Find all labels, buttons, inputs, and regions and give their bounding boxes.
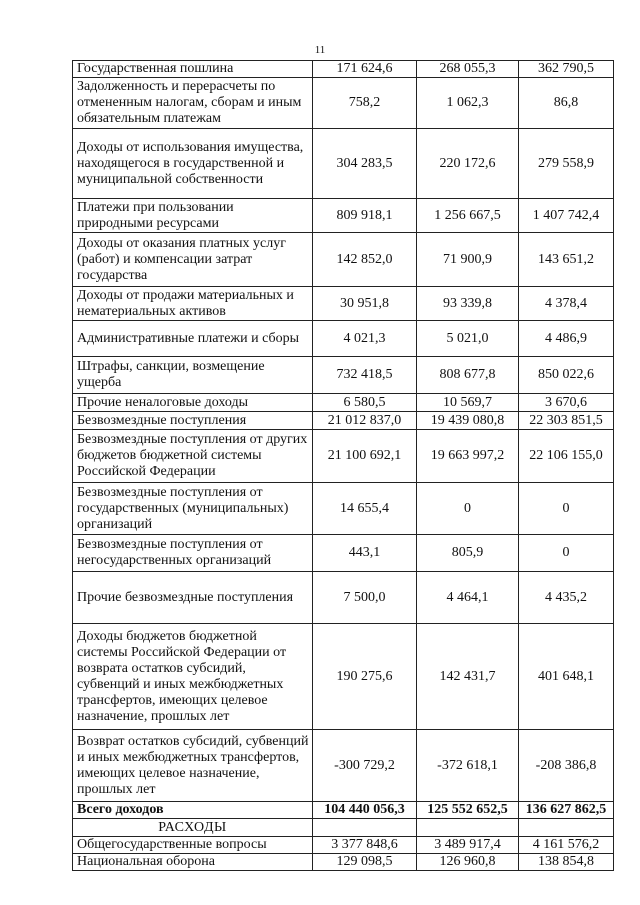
value-cell: 86,8: [519, 78, 614, 129]
value-cell: -208 386,8: [519, 730, 614, 802]
value-cell: 22 106 155,0: [519, 430, 614, 483]
value-cell: 3 377 848,6: [313, 837, 417, 854]
value-cell: 14 655,4: [313, 483, 417, 535]
table-row: [73, 357, 614, 394]
value-cell: 4 464,1: [417, 572, 519, 624]
value-cell: 401 648,1: [519, 624, 614, 730]
row-label: Платежи при пользовании природными ресурсами: [73, 199, 313, 233]
value-cell: 758,2: [313, 78, 417, 129]
value-cell: 6 580,5: [313, 394, 417, 412]
row-label: Безвозмездные поступления: [73, 412, 313, 430]
value-cell: 143 651,2: [519, 233, 614, 287]
value-cell: 0: [417, 483, 519, 535]
value-cell: 732 418,5: [313, 357, 417, 394]
row-label: Доходы от использования имущества, находящегося в государственной и муниципальной собственности: [73, 129, 313, 199]
row-label: Прочие безвозмездные поступления: [73, 572, 313, 624]
value-cell: 142 852,0: [313, 233, 417, 287]
value-cell: 19 439 080,8: [417, 412, 519, 430]
table-row: [73, 199, 614, 233]
value-cell: 220 172,6: [417, 129, 519, 199]
value-cell: 93 339,8: [417, 287, 519, 321]
table-row: [73, 430, 614, 483]
table-row: [73, 129, 614, 199]
table-row: [73, 287, 614, 321]
total-value: 104 440 056,3: [313, 802, 417, 819]
value-cell: 1 407 742,4: [519, 199, 614, 233]
row-label: Доходы бюджетов бюджетной системы Российской Федерации от возврата остатков субсидий, субвенций и иных межбюджетных трансфертов, имеющих целевое назначение, прошлых лет: [73, 624, 313, 730]
value-cell: 0: [519, 483, 614, 535]
value-cell: 443,1: [313, 535, 417, 572]
row-label: Прочие неналоговые доходы: [73, 394, 313, 412]
value-cell: 21 100 692,1: [313, 430, 417, 483]
row-label: Безвозмездные поступления от негосударственных организаций: [73, 535, 313, 572]
table-row: [73, 624, 614, 730]
value-cell: 362 790,5: [519, 61, 614, 78]
value-cell: 10 569,7: [417, 394, 519, 412]
row-label: Возврат остатков субсидий, субвенций и иных межбюджетных трансфертов, имеющих целевое назначение, прошлых лет: [73, 730, 313, 802]
value-cell: 3 489 917,4: [417, 837, 519, 854]
value-cell: 4 486,9: [519, 321, 614, 357]
value-cell: 5 021,0: [417, 321, 519, 357]
value-cell: 304 283,5: [313, 129, 417, 199]
table-row: [73, 572, 614, 624]
value-cell: 126 960,8: [417, 854, 519, 871]
row-label: Административные платежи и сборы: [73, 321, 313, 357]
value-cell: 4 378,4: [519, 287, 614, 321]
table-row: [73, 233, 614, 287]
value-cell: 4 435,2: [519, 572, 614, 624]
table-row: [73, 730, 614, 802]
value-cell: 1 062,3: [417, 78, 519, 129]
table-row: [73, 483, 614, 535]
row-label: Безвозмездные поступления от государственных (муниципальных) организаций: [73, 483, 313, 535]
total-label: Всего доходов: [73, 802, 313, 819]
value-cell: 268 055,3: [417, 61, 519, 78]
value-cell: 850 022,6: [519, 357, 614, 394]
value-cell: 4 161 576,2: [519, 837, 614, 854]
value-cell: 4 021,3: [313, 321, 417, 357]
row-label: Штрафы, санкции, возмещение ущерба: [73, 357, 313, 394]
section-row: [73, 819, 614, 837]
total-value: 136 627 862,5: [519, 802, 614, 819]
value-cell: 279 558,9: [519, 129, 614, 199]
table-row: [73, 837, 614, 854]
value-cell: 808 677,8: [417, 357, 519, 394]
value-cell: 142 431,7: [417, 624, 519, 730]
row-label: Государственная пошлина: [73, 61, 313, 78]
value-cell: 0: [519, 535, 614, 572]
page-number: 11: [314, 44, 326, 56]
table-row: [73, 321, 614, 357]
empty-cell: [417, 819, 519, 837]
budget-table: [72, 60, 614, 871]
value-cell: 7 500,0: [313, 572, 417, 624]
table-row: [73, 412, 614, 430]
table-row: [73, 61, 614, 78]
value-cell: 22 303 851,5: [519, 412, 614, 430]
table-row: [73, 854, 614, 871]
value-cell: 138 854,8: [519, 854, 614, 871]
row-label: Национальная оборона: [73, 854, 313, 871]
value-cell: -372 618,1: [417, 730, 519, 802]
section-heading: РАСХОДЫ: [73, 819, 313, 837]
value-cell: 809 918,1: [313, 199, 417, 233]
value-cell: 171 624,6: [313, 61, 417, 78]
row-label: Задолженность и перерасчеты по отмененным налогам, сборам и иным обязательным платежам: [73, 78, 313, 129]
value-cell: 190 275,6: [313, 624, 417, 730]
table-row: [73, 535, 614, 572]
value-cell: -300 729,2: [313, 730, 417, 802]
total-row: [73, 802, 614, 819]
empty-cell: [519, 819, 614, 837]
value-cell: 129 098,5: [313, 854, 417, 871]
value-cell: 805,9: [417, 535, 519, 572]
value-cell: 71 900,9: [417, 233, 519, 287]
row-label: Безвозмездные поступления от других бюджетов бюджетной системы Российской Федерации: [73, 430, 313, 483]
row-label: Доходы от оказания платных услуг (работ) и компенсации затрат государства: [73, 233, 313, 287]
value-cell: 19 663 997,2: [417, 430, 519, 483]
table-row: [73, 78, 614, 129]
value-cell: 3 670,6: [519, 394, 614, 412]
value-cell: 1 256 667,5: [417, 199, 519, 233]
empty-cell: [313, 819, 417, 837]
row-label: Доходы от продажи материальных и нематериальных активов: [73, 287, 313, 321]
value-cell: 30 951,8: [313, 287, 417, 321]
table-row: [73, 394, 614, 412]
value-cell: 21 012 837,0: [313, 412, 417, 430]
row-label: Общегосударственные вопросы: [73, 837, 313, 854]
total-value: 125 552 652,5: [417, 802, 519, 819]
